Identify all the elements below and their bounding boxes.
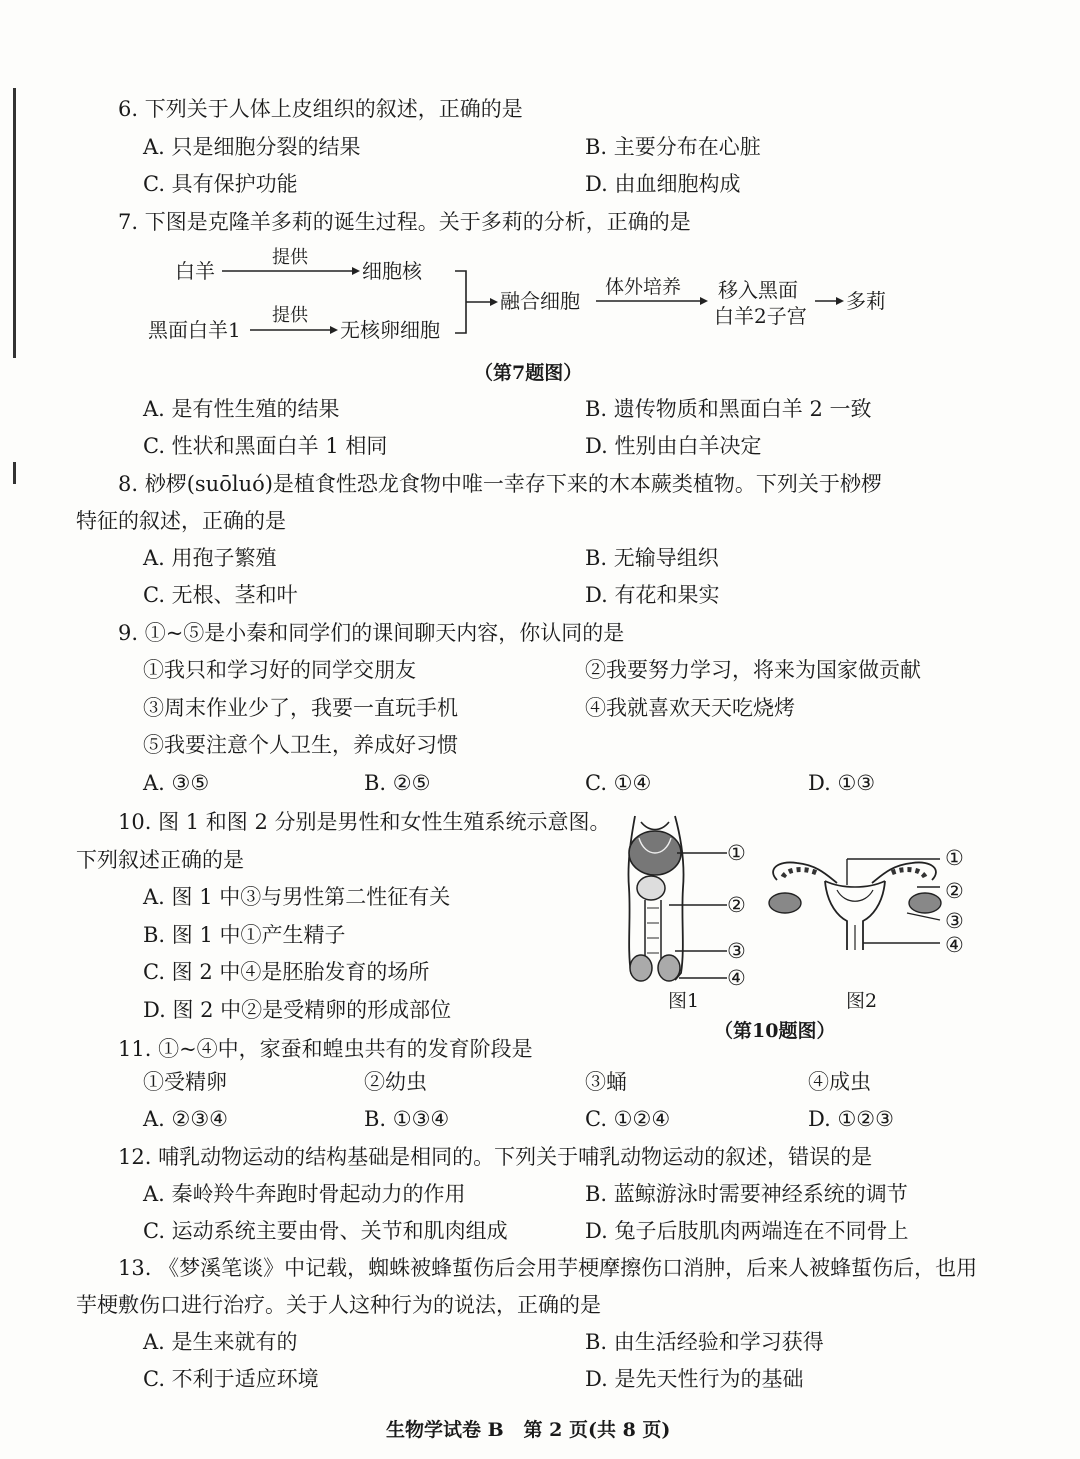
q8-option-a: A. 用孢子繁殖 — [143, 546, 277, 570]
q13-stem-line2: 芋梗敷伤口进行治疗。关于人这种行为的说法，正确的是 — [76, 1293, 601, 1317]
q7-option-a: A. 是有性生殖的结果 — [143, 397, 340, 421]
q6-option-a: A. 只是细胞分裂的结果 — [143, 135, 361, 159]
q12-option-b: B. 蓝鲸游泳时需要神经系统的调节 — [585, 1182, 908, 1206]
q13-option-a: A. 是生来就有的 — [143, 1330, 298, 1354]
q10-fig2-label-2: ② — [945, 879, 964, 903]
q7-nucleus: 细胞核 — [362, 259, 422, 283]
q7-culture: 体外培养 — [605, 276, 682, 298]
q10-fig2-caption: 图2 — [846, 990, 878, 1012]
q13-option-c: C. 不利于适应环境 — [143, 1367, 319, 1391]
q12-stem: 12. 哺乳动物运动的结构基础是相同的。下列关于哺乳动物运动的叙述，错误的是 — [118, 1145, 873, 1169]
q13-option-b: B. 由生活经验和学习获得 — [585, 1330, 824, 1354]
q8-option-c: C. 无根、茎和叶 — [143, 583, 298, 607]
q10-option-b: B. 图 1 中①产生精子 — [143, 923, 346, 947]
q10-option-d: D. 图 2 中②是受精卵的形成部位 — [143, 998, 452, 1022]
q8-stem-line1: 8. 桫椤(suōluó)是植食性恐龙食物中唯一幸存下来的木本蕨类植物。下列关于桫椤 — [118, 472, 882, 496]
q7-black-face-sheep-1: 黑面白羊1 — [148, 318, 241, 342]
q10-option-c: C. 图 2 中④是胚胎发育的场所 — [143, 960, 430, 984]
q11-option-c: C. ①②④ — [585, 1107, 671, 1131]
q9-option-a: A. ③⑤ — [143, 771, 210, 795]
q10-figure2-female-diagram — [757, 845, 957, 955]
q10-fig1-label-3: ③ — [727, 939, 746, 963]
q8-stem-line2: 特征的叙述，正确的是 — [76, 509, 286, 533]
q12-option-a: A. 秦岭羚牛奔跑时骨起动力的作用 — [143, 1182, 466, 1206]
q7-cloning-diagram — [0, 245, 1080, 365]
q9-stem: 9. ①~⑤是小秦和同学们的课间聊天内容，你认同的是 — [118, 621, 625, 645]
q11-stage-2: ②幼虫 — [364, 1070, 427, 1094]
q10-fig1-caption: 图1 — [668, 990, 700, 1012]
q10-fig2-label-1: ① — [945, 846, 964, 870]
q7-provide-1: 提供 — [272, 247, 308, 268]
q11-option-a: A. ②③④ — [143, 1107, 228, 1131]
q9-statement-3: ③周末作业少了，我要一直玩手机 — [143, 696, 458, 720]
q7-dolly: 多莉 — [846, 289, 886, 313]
q7-implant-line1: 移入黑面 — [718, 278, 798, 302]
q11-option-d: D. ①②③ — [808, 1107, 894, 1131]
q7-provide-2: 提供 — [272, 305, 308, 326]
q7-option-c: C. 性状和黑面白羊 1 相同 — [143, 434, 388, 458]
q11-option-b: B. ①③④ — [364, 1107, 450, 1131]
q9-statement-2: ②我要努力学习，将来为国家做贡献 — [585, 658, 921, 682]
q7-white-sheep: 白羊 — [175, 259, 215, 283]
q13-stem-line1: 13. 《梦溪笔谈》中记载，蜘蛛被蜂蜇伤后会用芋梗摩擦伤口消肿，后来人被蜂蜇伤后，也用 — [118, 1256, 978, 1280]
q10-fig1-label-4: ④ — [727, 966, 746, 990]
q6-stem: 6. 下列关于人体上皮组织的叙述，正确的是 — [118, 97, 523, 121]
q9-option-d: D. ①③ — [808, 771, 876, 795]
q7-fused-cell: 融合细胞 — [500, 289, 580, 313]
q8-option-b: B. 无输导组织 — [585, 546, 719, 570]
q11-stage-3: ③蛹 — [585, 1070, 627, 1094]
q6-option-b: B. 主要分布在心脏 — [585, 135, 761, 159]
q7-implant-line2: 白羊2子宫 — [714, 304, 807, 328]
q9-statement-5: ⑤我要注意个人卫生，养成好习惯 — [143, 733, 458, 757]
q6-option-d: D. 由血细胞构成 — [585, 172, 741, 196]
q9-option-c: C. ①④ — [585, 771, 652, 795]
q10-stem-line2: 下列叙述正确的是 — [76, 848, 244, 872]
q10-fig2-label-4: ④ — [945, 933, 964, 957]
q11-stem: 11. ①~④中，家蚕和蝗虫共有的发育阶段是 — [118, 1037, 533, 1061]
q11-stage-1: ①受精卵 — [143, 1070, 227, 1094]
q9-option-b: B. ②⑤ — [364, 771, 431, 795]
q6-option-c: C. 具有保护功能 — [143, 172, 298, 196]
margin-line-small — [13, 462, 16, 484]
q10-fig2-label-3: ③ — [945, 909, 964, 933]
q13-option-d: D. 是先天性行为的基础 — [585, 1367, 804, 1391]
q7-bracket — [455, 271, 490, 333]
page-footer: 生物学试卷 B 第 2 页(共 8 页) — [386, 1419, 671, 1441]
q10-fig1-label-2: ② — [727, 893, 746, 917]
q10-fig1-label-1: ① — [727, 841, 746, 865]
q7-option-b: B. 遗传物质和黑面白羊 2 一致 — [585, 397, 872, 421]
q9-statement-1: ①我只和学习好的同学交朋友 — [143, 658, 416, 682]
q12-option-c: C. 运动系统主要由骨、关节和肌肉组成 — [143, 1219, 508, 1243]
q7-enucleated-egg: 无核卵细胞 — [340, 318, 440, 342]
q12-option-d: D. 兔子后肢肌肉两端连在不同骨上 — [585, 1219, 909, 1243]
q11-stage-4: ④成虫 — [808, 1070, 871, 1094]
q7-caption: （第7题图） — [474, 362, 583, 384]
q7-option-d: D. 性别由白羊决定 — [585, 434, 762, 458]
q10-caption: （第10题图） — [714, 1020, 836, 1042]
q10-stem-line1: 10. 图 1 和图 2 分别是男性和女性生殖系统示意图。 — [118, 810, 611, 834]
q9-statement-4: ④我就喜欢天天吃烧烤 — [585, 696, 795, 720]
q8-option-d: D. 有花和果实 — [585, 583, 720, 607]
q10-option-a: A. 图 1 中③与男性第二性征有关 — [143, 885, 451, 909]
q7-stem: 7. 下图是克隆羊多莉的诞生过程。关于多莉的分析，正确的是 — [118, 210, 691, 234]
